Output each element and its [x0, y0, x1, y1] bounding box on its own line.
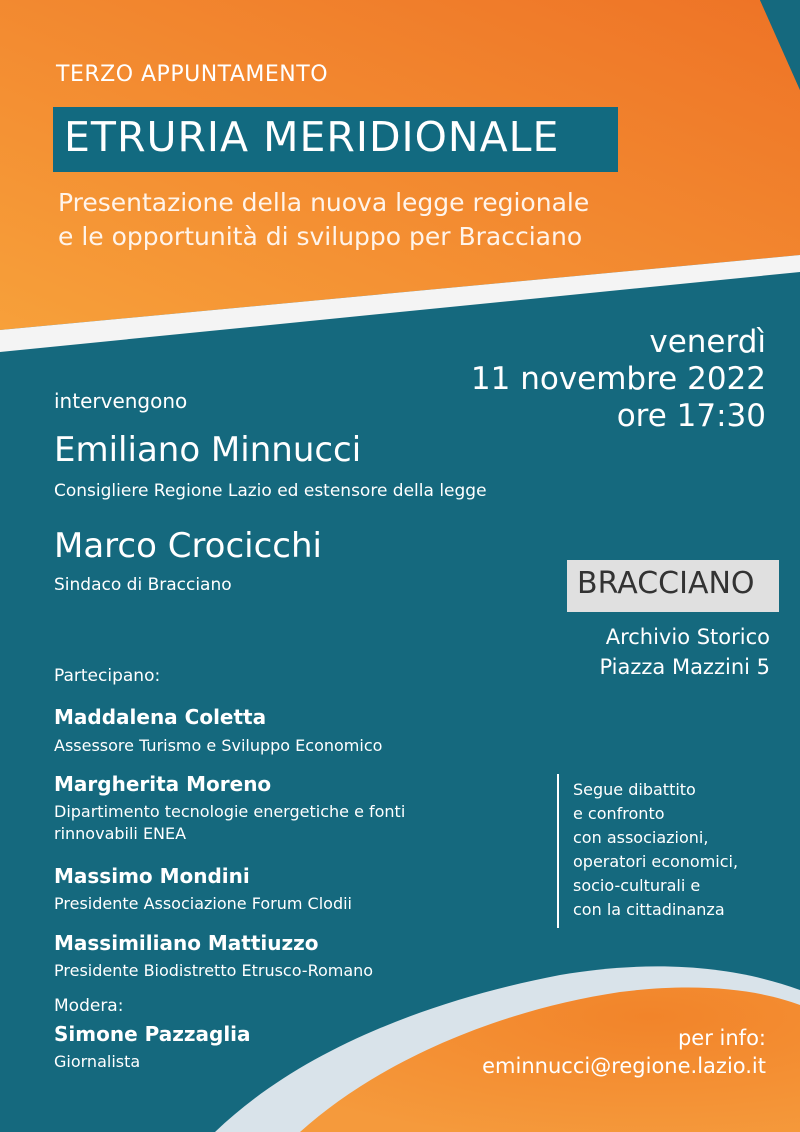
moderator-name: Simone Pazzaglia — [54, 1022, 251, 1046]
contact-email[interactable]: eminnucci@regione.lazio.it — [482, 1054, 766, 1078]
venue-line: Archivio Storico — [605, 625, 770, 649]
followup-text — [573, 778, 738, 922]
subtitle-line: Presentazione della nuova legge regionale — [58, 188, 590, 217]
participant-name: Massimo Mondini — [54, 864, 250, 888]
participant-role — [54, 735, 382, 757]
participant-name: Margherita Moreno — [54, 772, 272, 796]
participant-role-line: Presidente Biodistretto Etrusco-Romano — [54, 961, 374, 980]
contact-label: per info: — [677, 1026, 766, 1050]
subtitle-line: e le opportunità di sviluppo per Bracciano — [58, 222, 583, 251]
participant-role — [54, 893, 352, 915]
moderator-header: Modera: — [54, 996, 124, 1016]
event-datetime — [471, 324, 766, 435]
speaker-role: Sindaco di Bracciano — [54, 575, 232, 595]
event-subtitle — [58, 186, 589, 254]
location-venue — [599, 622, 770, 682]
participant-role-line: rinnovabili ENEA — [54, 824, 187, 843]
followup-line: socio-culturali e — [573, 876, 701, 895]
followup-line: operatori economici, — [573, 852, 739, 871]
vertical-divider — [557, 774, 559, 928]
participant-role — [54, 801, 405, 845]
venue-line: Piazza Mazzini 5 — [599, 655, 770, 679]
event-date: 11 novembre 2022 — [470, 361, 766, 397]
followup-line: Segue dibattito — [573, 780, 696, 799]
contact-info — [482, 1024, 766, 1080]
participants-header: Partecipano: — [54, 666, 161, 686]
participant-role-line: Assessore Turismo e Sviluppo Economico — [54, 736, 383, 755]
speaker-name: Marco Crocicchi — [54, 526, 322, 566]
participant-role-line: Presidente Associazione Forum Clodii — [54, 894, 352, 913]
moderator-role: Giornalista — [54, 1052, 141, 1071]
participant-name: Maddalena Coletta — [54, 705, 267, 729]
participant-name: Massimiliano Mattiuzzo — [54, 931, 319, 955]
speaker-name: Emiliano Minnucci — [54, 430, 362, 470]
event-day: venerdì — [649, 324, 766, 360]
location-city: BRACCIANO — [577, 566, 755, 601]
event-kicker: TERZO APPUNTAMENTO — [56, 62, 329, 87]
followup-line: con associazioni, — [573, 828, 709, 847]
event-time: ore 17:30 — [616, 398, 766, 434]
followup-line: e confronto — [573, 804, 665, 823]
speakers-intro: intervengono — [54, 389, 188, 413]
participant-role — [54, 960, 373, 982]
event-title: ETRURIA MERIDIONALE — [64, 113, 560, 161]
participant-role-line: Dipartimento tecnologie energetiche e fonti — [54, 802, 406, 821]
speaker-role: Consigliere Regione Lazio ed estensore della legge — [54, 481, 487, 501]
followup-line: con la cittadinanza — [573, 900, 725, 919]
